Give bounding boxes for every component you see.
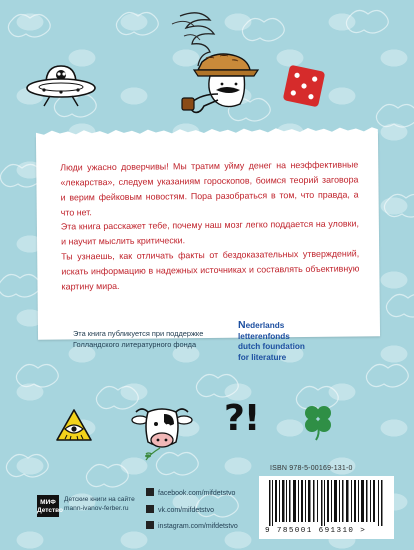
note-card [36, 132, 380, 340]
intro-paragraph: Люди ужасно доверчивы! Мы тратим уйму денег на неэффективные «лекарства», следуем указаниям гороскопов, боимся теорий заговора и верим фейковым новостям. Пора разобраться в том, что правда, а что нет. [60, 159, 359, 218]
eye-pyramid-icon [54, 406, 94, 446]
social-link-instagram[interactable] [146, 521, 238, 531]
publisher-logo [37, 495, 64, 517]
vk-icon [146, 505, 154, 513]
sponsorship-line-1: Эта книга публикуется при поддержке [73, 329, 204, 338]
facebook-icon [146, 488, 154, 496]
foundation-logo-line-3: dutch foundation [238, 342, 305, 351]
social-link-label: instagram.com/mifdetstvo [158, 523, 238, 530]
publisher-website-link[interactable]: mann-ivanov-ferber.ru [64, 505, 129, 512]
publisher-caption-line-1: Детские книги на сайте [64, 496, 135, 503]
learning-outcomes-paragraph: Ты узнаешь, как отличать факты от бездоказательных утверждений, искать информацию в надежных источниках и составлять объективную картину мира. [61, 248, 360, 292]
book-purpose-paragraph: Эта книга расскажет тебе, почему наш мозг легко поддается на уловки, и научит мыслить критически. [60, 218, 359, 247]
instagram-icon [146, 521, 154, 529]
social-link-label: vk.com/mifdetstvo [158, 507, 215, 514]
foundation-logo-line-2: letterenfonds [238, 331, 290, 341]
barcode [259, 476, 394, 539]
foundation-logo-line-1: ederlands [245, 321, 285, 330]
publisher-caption [64, 495, 135, 513]
sponsorship-line-2: Голландского литературного фонда [73, 339, 197, 349]
foundation-logo [238, 320, 368, 363]
foundation-logo-line-4: for literature [238, 352, 287, 362]
social-link-facebook[interactable] [146, 488, 235, 498]
sponsorship-note [73, 329, 233, 350]
cow-icon [130, 398, 194, 462]
publisher-logo-text: МИФ Детство [37, 499, 64, 514]
barcode-bars [267, 480, 387, 526]
ufo-icon [24, 60, 98, 110]
social-link-vk[interactable] [146, 505, 214, 515]
isbn-text: ISBN 978-5-00169-131-0 [270, 465, 353, 472]
dice-icon [280, 62, 328, 110]
clover-icon [300, 402, 336, 442]
foundation-logo-initial: N [238, 319, 246, 331]
detective-pipe-icon [150, 8, 260, 120]
social-link-label: facebook.com/mifdetstvo [158, 490, 236, 497]
question-exclamation-mark: ?! [224, 398, 260, 439]
barcode-digits: 9 785001 691310 > [265, 527, 367, 535]
